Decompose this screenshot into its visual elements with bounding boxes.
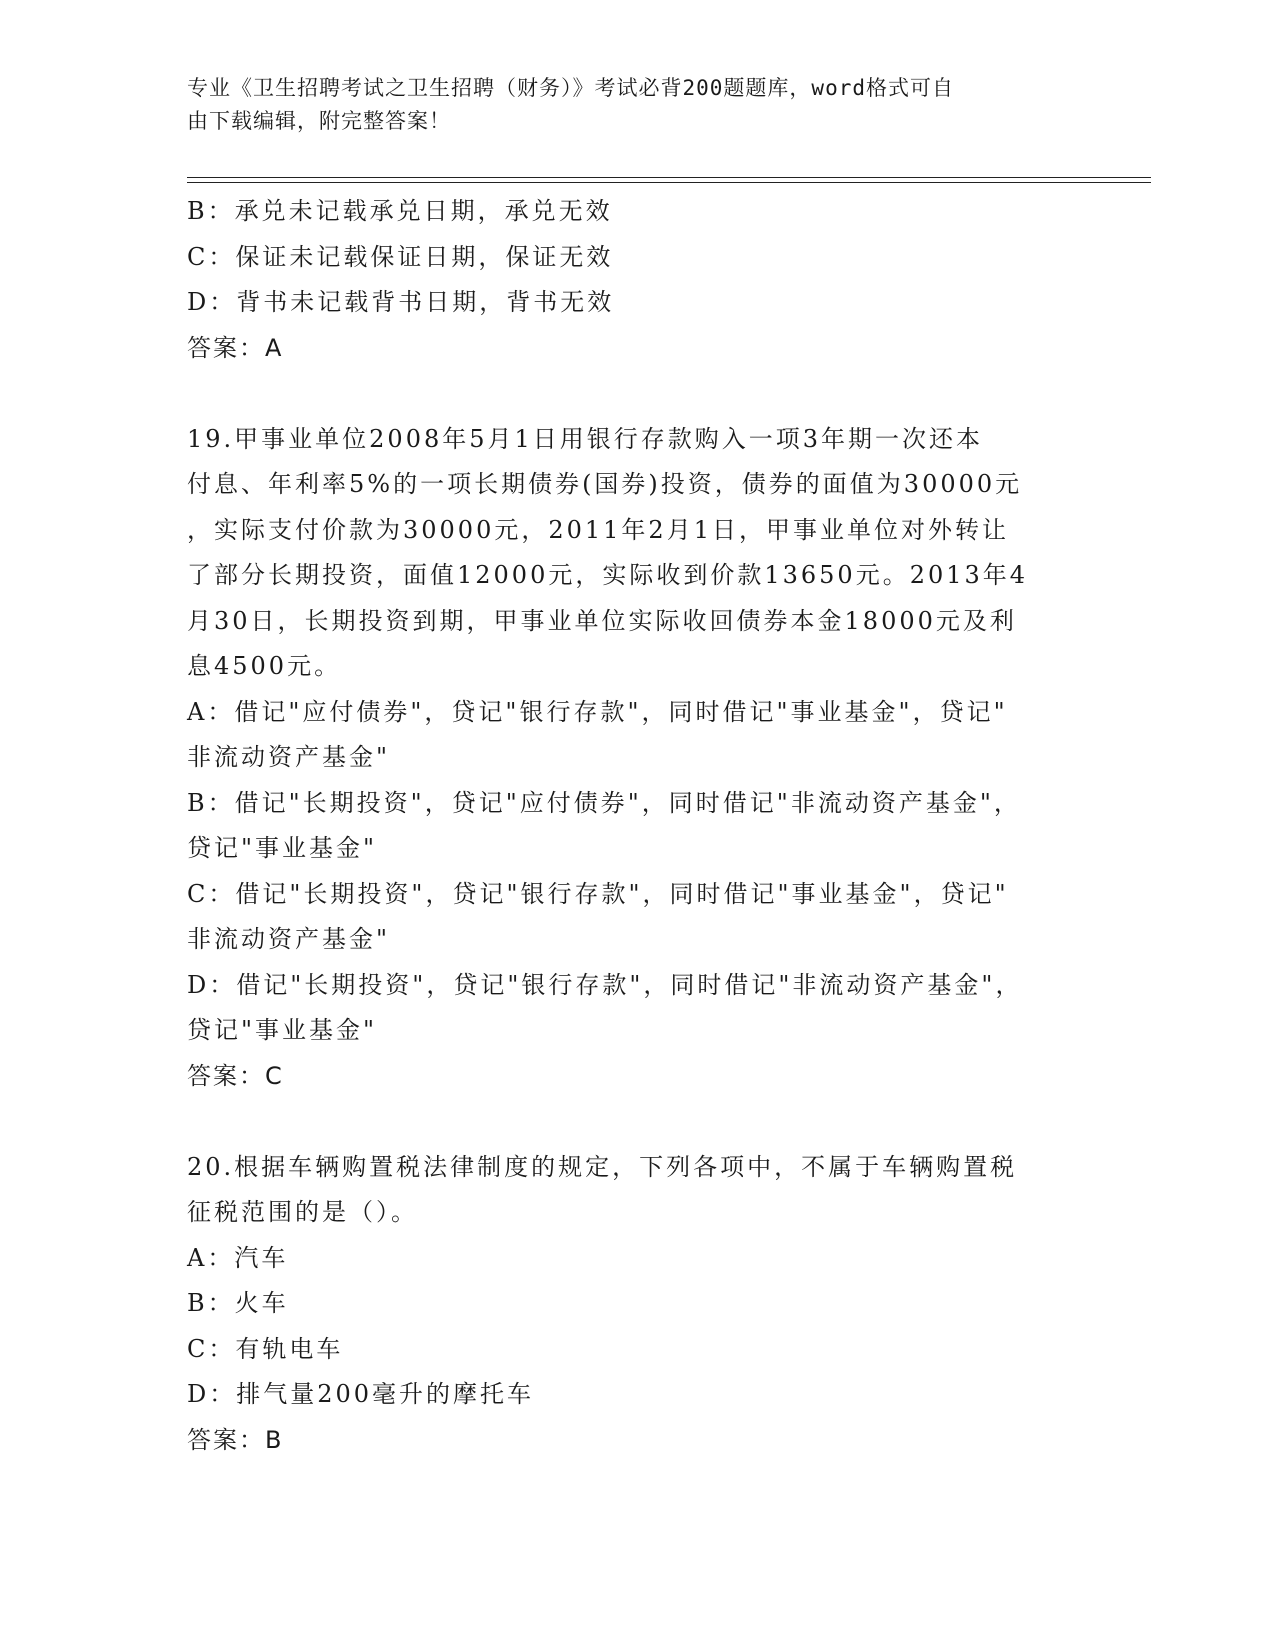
option-b: B：承兑未记载承兑日期，承兑无效 (187, 197, 613, 225)
document-header (187, 72, 1067, 138)
question-stem-line: 息4500元。 (187, 652, 342, 680)
option-c-continued: 非流动资产基金" (187, 925, 391, 953)
question-19 (187, 417, 1087, 1100)
answer-label: 答案：A (187, 333, 284, 362)
answer-label: 答案：B (187, 1425, 284, 1454)
option-c: C：保证未记载保证日期，保证无效 (187, 242, 614, 271)
header-line-2: 由下载编辑，附完整答案！ (187, 109, 451, 133)
option-d: D：借记"长期投资"，贷记"银行存款"，同时借记"非流动资产基金"， (187, 970, 1023, 999)
spacer (187, 1099, 1087, 1145)
option-a: A：借记"应付债券"，贷记"银行存款"，同时借记"事业基金"，贷记" (187, 697, 1008, 726)
answer-label: 答案：C (187, 1061, 284, 1090)
question-stem-line: 付息、年利率5%的一项长期债券(国券)投资，债券的面值为30000元 (187, 470, 1023, 498)
option-a: A：汽车 (187, 1243, 289, 1272)
option-d: D：背书未记载背书日期，背书无效 (187, 288, 615, 316)
question-20 (187, 1145, 1087, 1464)
option-d: D：排气量200毫升的摩托车 (187, 1380, 535, 1408)
question-list (187, 189, 1087, 1463)
header-divider-bottom (187, 182, 1151, 183)
question-stem-line: 征税范围的是（）。 (187, 1198, 418, 1226)
question-18 (187, 189, 1087, 371)
option-d-continued: 贷记"事业基金" (187, 1016, 378, 1044)
option-a-continued: 非流动资产基金" (187, 743, 391, 771)
option-b-continued: 贷记"事业基金" (187, 834, 378, 862)
header-divider-top (187, 177, 1151, 178)
question-stem-line: 月30日，长期投资到期，甲事业单位实际收回债券本金18000元及利 (187, 606, 1017, 635)
header-line-1: 专业《卫生招聘考试之卫生招聘（财务）》考试必背200题题库，word格式可自 (187, 76, 954, 100)
question-stem-line: 19.甲事业单位2008年5月1日用银行存款购入一项3年期一次还本 (187, 424, 984, 453)
option-b: B：火车 (187, 1289, 289, 1317)
spacer (187, 371, 1087, 417)
question-stem-line: ，实际支付价款为30000元，2011年2月1日，甲事业单位对外转让 (187, 515, 1009, 544)
option-c: C：借记"长期投资"，贷记"银行存款"，同时借记"事业基金"，贷记" (187, 879, 1009, 908)
option-c: C：有轨电车 (187, 1334, 344, 1363)
question-stem-line: 了部分长期投资，面值12000元，实际收到价款13650元。2013年4 (187, 561, 1029, 589)
question-stem-line: 20.根据车辆购置税法律制度的规定，下列各项中，不属于车辆购置税 (187, 1152, 1018, 1181)
option-b: B：借记"长期投资"，贷记"应付债券"，同时借记"非流动资产基金"， (187, 788, 1021, 817)
